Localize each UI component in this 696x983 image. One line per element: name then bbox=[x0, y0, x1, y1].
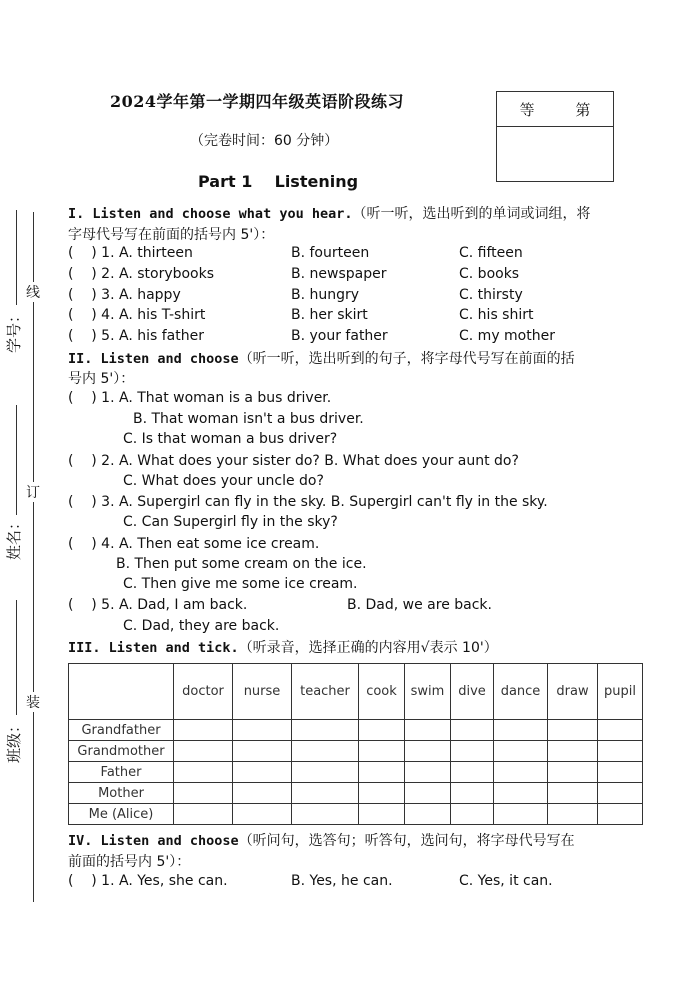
tick-cell[interactable] bbox=[292, 804, 359, 825]
option-line: C. Can Supergirl fly in the sky? bbox=[123, 514, 338, 530]
tick-cell[interactable] bbox=[494, 762, 548, 783]
tick-cell[interactable] bbox=[233, 783, 292, 804]
name-blank[interactable] bbox=[16, 405, 17, 515]
name-label: 姓名： bbox=[5, 514, 24, 561]
tick-cell[interactable] bbox=[451, 783, 494, 804]
tick-cell[interactable] bbox=[405, 741, 451, 762]
section3-heading-cn: （听录音，选择正确的内容用√表示 10'） bbox=[238, 640, 498, 656]
table-row bbox=[69, 741, 643, 762]
option-line: C. What does your uncle do? bbox=[123, 473, 324, 489]
tick-cell[interactable] bbox=[233, 804, 292, 825]
tick-cell[interactable] bbox=[451, 804, 494, 825]
tick-cell[interactable] bbox=[292, 762, 359, 783]
column-header: dive bbox=[451, 664, 494, 720]
column-header: pupil bbox=[598, 664, 643, 720]
tick-cell[interactable] bbox=[405, 720, 451, 741]
section4-heading bbox=[68, 830, 575, 850]
binding-line bbox=[33, 212, 34, 902]
grade-label: 等 第 bbox=[497, 92, 613, 127]
tick-cell[interactable] bbox=[548, 762, 598, 783]
table-row bbox=[69, 762, 643, 783]
option-line: C. Dad, they are back. bbox=[123, 618, 280, 634]
table-corner-cell bbox=[69, 664, 174, 720]
tick-cell[interactable] bbox=[494, 720, 548, 741]
tick-cell[interactable] bbox=[233, 741, 292, 762]
tick-cell[interactable] bbox=[405, 762, 451, 783]
table-row bbox=[69, 804, 643, 825]
question-stem: ( ) 1. A. thirteen bbox=[68, 245, 193, 261]
tick-cell[interactable] bbox=[451, 762, 494, 783]
column-header: teacher bbox=[292, 664, 359, 720]
column-header: cook bbox=[359, 664, 405, 720]
option-b: B. newspaper bbox=[291, 266, 387, 282]
tick-cell[interactable] bbox=[405, 804, 451, 825]
table-row bbox=[69, 783, 643, 804]
question-line: ( ) 2. A. What does your sister do? B. What does your aunt do? bbox=[68, 453, 519, 469]
column-header: nurse bbox=[233, 664, 292, 720]
tick-cell[interactable] bbox=[548, 720, 598, 741]
tick-cell[interactable] bbox=[174, 804, 233, 825]
binding-mark-zhuang: 装 bbox=[26, 692, 40, 712]
tick-cell[interactable] bbox=[598, 762, 643, 783]
binding-mark-ding: 订 bbox=[26, 482, 40, 502]
binding-mark-xian: 线 bbox=[26, 282, 40, 302]
row-header: Mother bbox=[69, 783, 174, 804]
tick-cell[interactable] bbox=[598, 741, 643, 762]
section4-heading-en: IV. Listen and choose bbox=[68, 833, 239, 849]
tick-cell[interactable] bbox=[598, 783, 643, 804]
option-line: B. That woman isn't a bus driver. bbox=[133, 411, 364, 427]
table-header-row bbox=[69, 664, 643, 720]
section4-heading-line2: 前面的括号内 5'）： bbox=[68, 854, 191, 870]
tick-cell[interactable] bbox=[598, 720, 643, 741]
question-line: ( ) 3. A. Supergirl can fly in the sky. B. Supergirl can't fly in the sky. bbox=[68, 494, 548, 510]
tick-cell[interactable] bbox=[359, 741, 405, 762]
exam-time: （完卷时间：60 分钟） bbox=[190, 133, 339, 149]
section2-heading-line2: 号内 5'）： bbox=[68, 371, 135, 387]
question-stem: ( ) 3. A. happy bbox=[68, 287, 181, 303]
column-header: dance bbox=[494, 664, 548, 720]
option-c: C. my mother bbox=[459, 328, 555, 344]
tick-cell[interactable] bbox=[174, 783, 233, 804]
tick-cell[interactable] bbox=[548, 804, 598, 825]
option-b: B. fourteen bbox=[291, 245, 370, 261]
column-header: draw bbox=[548, 664, 598, 720]
tick-cell[interactable] bbox=[548, 741, 598, 762]
column-header: doctor bbox=[174, 664, 233, 720]
tick-cell[interactable] bbox=[548, 783, 598, 804]
tick-cell[interactable] bbox=[174, 741, 233, 762]
question-stem: ( ) 5. A. his father bbox=[68, 328, 204, 344]
row-header: Grandfather bbox=[69, 720, 174, 741]
part-title: Part 1 Listening bbox=[198, 172, 359, 191]
option-c: C. Yes, it can. bbox=[459, 873, 553, 889]
row-header: Me (Alice) bbox=[69, 804, 174, 825]
page-title: 2024学年第一学期四年级英语阶段练习 bbox=[110, 92, 405, 111]
option-b: B. Yes, he can. bbox=[291, 873, 393, 889]
tick-cell[interactable] bbox=[233, 762, 292, 783]
section1-heading-cn: （听一听，选出听到的单词或词组，将 bbox=[352, 206, 591, 222]
question-line: ( ) 4. A. Then eat some ice cream. bbox=[68, 536, 320, 552]
tick-table bbox=[68, 663, 643, 825]
question-stem: ( ) 1. A. Yes, she can. bbox=[68, 873, 228, 889]
question-stem: ( ) 2. A. storybooks bbox=[68, 266, 215, 282]
option-line: C. Then give me some ice cream. bbox=[123, 576, 358, 592]
question-line: ( ) 5. A. Dad, I am back. bbox=[68, 597, 248, 613]
grade-box bbox=[496, 91, 614, 182]
section2-heading-en: II. Listen and choose bbox=[68, 351, 239, 367]
option-c: C. his shirt bbox=[459, 307, 534, 323]
tick-cell[interactable] bbox=[405, 783, 451, 804]
section1-heading bbox=[68, 203, 590, 223]
option-c: C. thirsty bbox=[459, 287, 523, 303]
option-c: C. fifteen bbox=[459, 245, 523, 261]
column-header: swim bbox=[405, 664, 451, 720]
tick-cell[interactable] bbox=[598, 804, 643, 825]
table-row bbox=[69, 720, 643, 741]
tick-cell[interactable] bbox=[359, 804, 405, 825]
student-id-label: 学号： bbox=[5, 307, 24, 354]
tick-cell[interactable] bbox=[292, 783, 359, 804]
class-blank[interactable] bbox=[16, 600, 17, 715]
tick-cell[interactable] bbox=[359, 762, 405, 783]
option-b: B. your father bbox=[291, 328, 388, 344]
class-label: 班级： bbox=[5, 717, 24, 764]
section3-heading-en: III. Listen and tick. bbox=[68, 640, 239, 656]
question-line: ( ) 1. A. That woman is a bus driver. bbox=[68, 390, 332, 406]
option-c: C. books bbox=[459, 266, 520, 282]
section4-heading-cn: （听问句，选答句；听答句，选问句，将字母代号写在 bbox=[238, 833, 575, 849]
tick-cell[interactable] bbox=[494, 804, 548, 825]
row-header: Father bbox=[69, 762, 174, 783]
option-line: B. Then put some cream on the ice. bbox=[116, 556, 367, 572]
tick-cell[interactable] bbox=[292, 720, 359, 741]
tick-cell[interactable] bbox=[174, 762, 233, 783]
student-id-blank[interactable] bbox=[16, 210, 17, 305]
section2-heading bbox=[68, 348, 575, 368]
tick-cell[interactable] bbox=[494, 783, 548, 804]
tick-cell[interactable] bbox=[233, 720, 292, 741]
tick-cell[interactable] bbox=[451, 720, 494, 741]
tick-cell[interactable] bbox=[359, 783, 405, 804]
section1-heading-en: I. Listen and choose what you hear. bbox=[68, 206, 353, 222]
tick-cell[interactable] bbox=[292, 741, 359, 762]
tick-cell[interactable] bbox=[359, 720, 405, 741]
question-stem: ( ) 4. A. his T-shirt bbox=[68, 307, 206, 323]
option-line: B. Dad, we are back. bbox=[347, 597, 492, 613]
tick-cell[interactable] bbox=[174, 720, 233, 741]
section3-heading bbox=[68, 637, 498, 657]
option-b: B. hungry bbox=[291, 287, 360, 303]
row-header: Grandmother bbox=[69, 741, 174, 762]
tick-cell[interactable] bbox=[451, 741, 494, 762]
tick-cell[interactable] bbox=[494, 741, 548, 762]
option-b: B. her skirt bbox=[291, 307, 368, 323]
section2-heading-cn: （听一听，选出听到的句子，将字母代号写在前面的括 bbox=[238, 351, 575, 367]
option-line: C. Is that woman a bus driver? bbox=[123, 431, 338, 447]
section1-heading-line2: 字母代号写在前面的括号内 5'）： bbox=[68, 227, 275, 243]
